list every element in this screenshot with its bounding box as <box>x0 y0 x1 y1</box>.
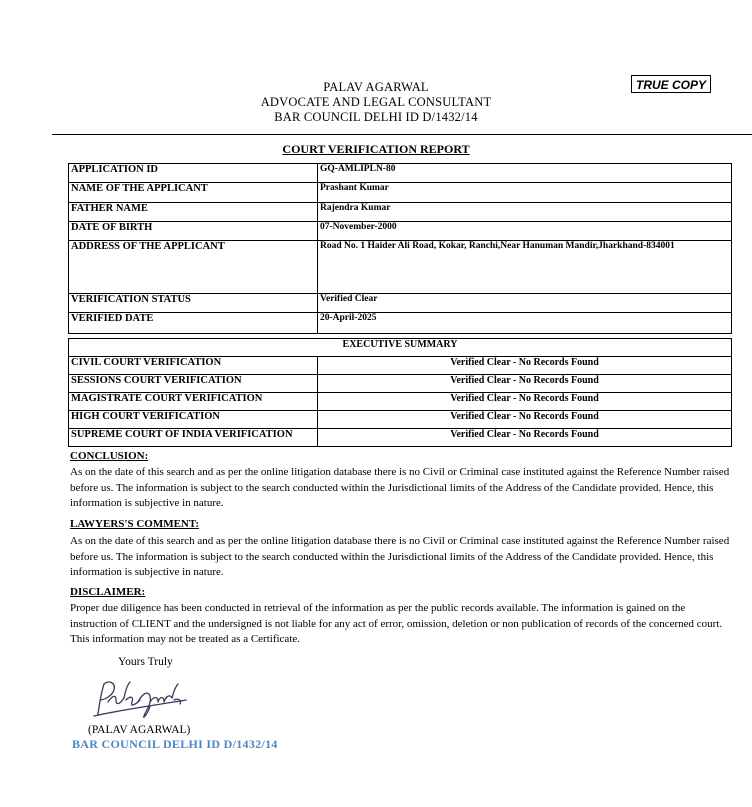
row-value: Prashant Kumar <box>318 183 732 203</box>
summary-heading: EXECUTIVE SUMMARY <box>69 339 732 357</box>
advocate-title: ADVOCATE AND LEGAL CONSULTANT <box>260 95 492 109</box>
table-row <box>69 393 732 411</box>
table-row <box>69 357 732 375</box>
row-value: 20-April-2025 <box>318 313 732 334</box>
lawyers-comment-text: As on the date of this search and as per the online litigation database there is no Civil or Criminal case instituted against the Reference Number raised before us. The information is subject to the search conducted within the Jurisdictional limits of the Address of the Candidate provided. Hence, this information is subjective in nature. <box>70 535 730 578</box>
disclaimer-text: Proper due diligence has been conducted in retrieval of the information as per the public records available. The information is gained on the instruction of CLIENT and the undersigned is not liable for any act of error, omission, deletion or non publication of records of the concerned court. This information may not be treated as a Certificate. <box>70 602 723 645</box>
closing-salutation: Yours Truly <box>118 656 173 668</box>
row-label: DATE OF BIRTH <box>69 222 318 241</box>
row-label: SUPREME COURT OF INDIA VERIFICATION <box>69 429 318 447</box>
header-bar-id: BAR COUNCIL DELHI ID D/1432/14 <box>274 110 478 124</box>
row-label: MAGISTRATE COURT VERIFICATION <box>69 393 318 411</box>
row-label: VERIFICATION STATUS <box>69 294 318 313</box>
summary-heading-row <box>69 339 732 357</box>
row-value: Verified Clear - No Records Found <box>318 429 732 447</box>
row-value: Verified Clear - No Records Found <box>318 375 732 393</box>
row-value: Verified Clear - No Records Found <box>318 393 732 411</box>
table-row <box>69 164 732 183</box>
conclusion-text: As on the date of this search and as per the online litigation database there is no Civil or Criminal case instituted against the Reference Number raised before us. The information is subject to the search conducted within the Jurisdictional limits of the Address of the Candidate provided. Hence, this information is subjective in nature. <box>70 466 730 509</box>
row-value: Verified Clear - No Records Found <box>318 411 732 429</box>
table-row <box>69 241 732 294</box>
advocate-name: PALAV AGARWAL <box>323 80 429 94</box>
report-title: COURT VERIFICATION REPORT <box>282 142 470 156</box>
table-row <box>69 411 732 429</box>
row-label: FATHER NAME <box>69 203 318 222</box>
table-row <box>69 375 732 393</box>
table-row <box>69 294 732 313</box>
row-label: ADDRESS OF THE APPLICANT <box>69 241 318 294</box>
signatory-name: (PALAV AGARWAL) <box>88 724 191 736</box>
row-label: NAME OF THE APPLICANT <box>69 183 318 203</box>
table-row <box>69 203 732 222</box>
disclaimer-heading: DISCLAIMER: <box>70 586 146 598</box>
signatory-bar-id: BAR COUNCIL DELHI ID D/1432/14 <box>72 737 278 751</box>
row-value: Verified Clear - No Records Found <box>318 357 732 375</box>
conclusion-heading: CONCLUSION: <box>70 450 149 462</box>
row-value: 07-November-2000 <box>318 222 732 241</box>
row-label: APPLICATION ID <box>69 164 318 183</box>
executive-summary-table <box>68 338 732 447</box>
handwritten-signature-icon <box>90 676 190 722</box>
lawyers-comment-heading: LAWYERS'S COMMENT: <box>70 518 200 530</box>
row-label: SESSIONS COURT VERIFICATION <box>69 375 318 393</box>
row-label: HIGH COURT VERIFICATION <box>69 411 318 429</box>
header-divider <box>52 134 752 135</box>
applicant-details-table <box>68 163 732 334</box>
row-value: GQ-AMLIPLN-80 <box>318 164 732 183</box>
true-copy-stamp: TRUE COPY <box>631 75 711 93</box>
row-label: VERIFIED DATE <box>69 313 318 334</box>
row-label: CIVIL COURT VERIFICATION <box>69 357 318 375</box>
table-row <box>69 222 732 241</box>
row-value: Rajendra Kumar <box>318 203 732 222</box>
table-row <box>69 429 732 447</box>
row-value: Verified Clear <box>318 294 732 313</box>
row-value: Road No. 1 Haider Ali Road, Kokar, Ranchi,Near Hanuman Mandir,Jharkhand-834001 <box>318 241 732 294</box>
table-row <box>69 183 732 203</box>
table-row <box>69 313 732 334</box>
